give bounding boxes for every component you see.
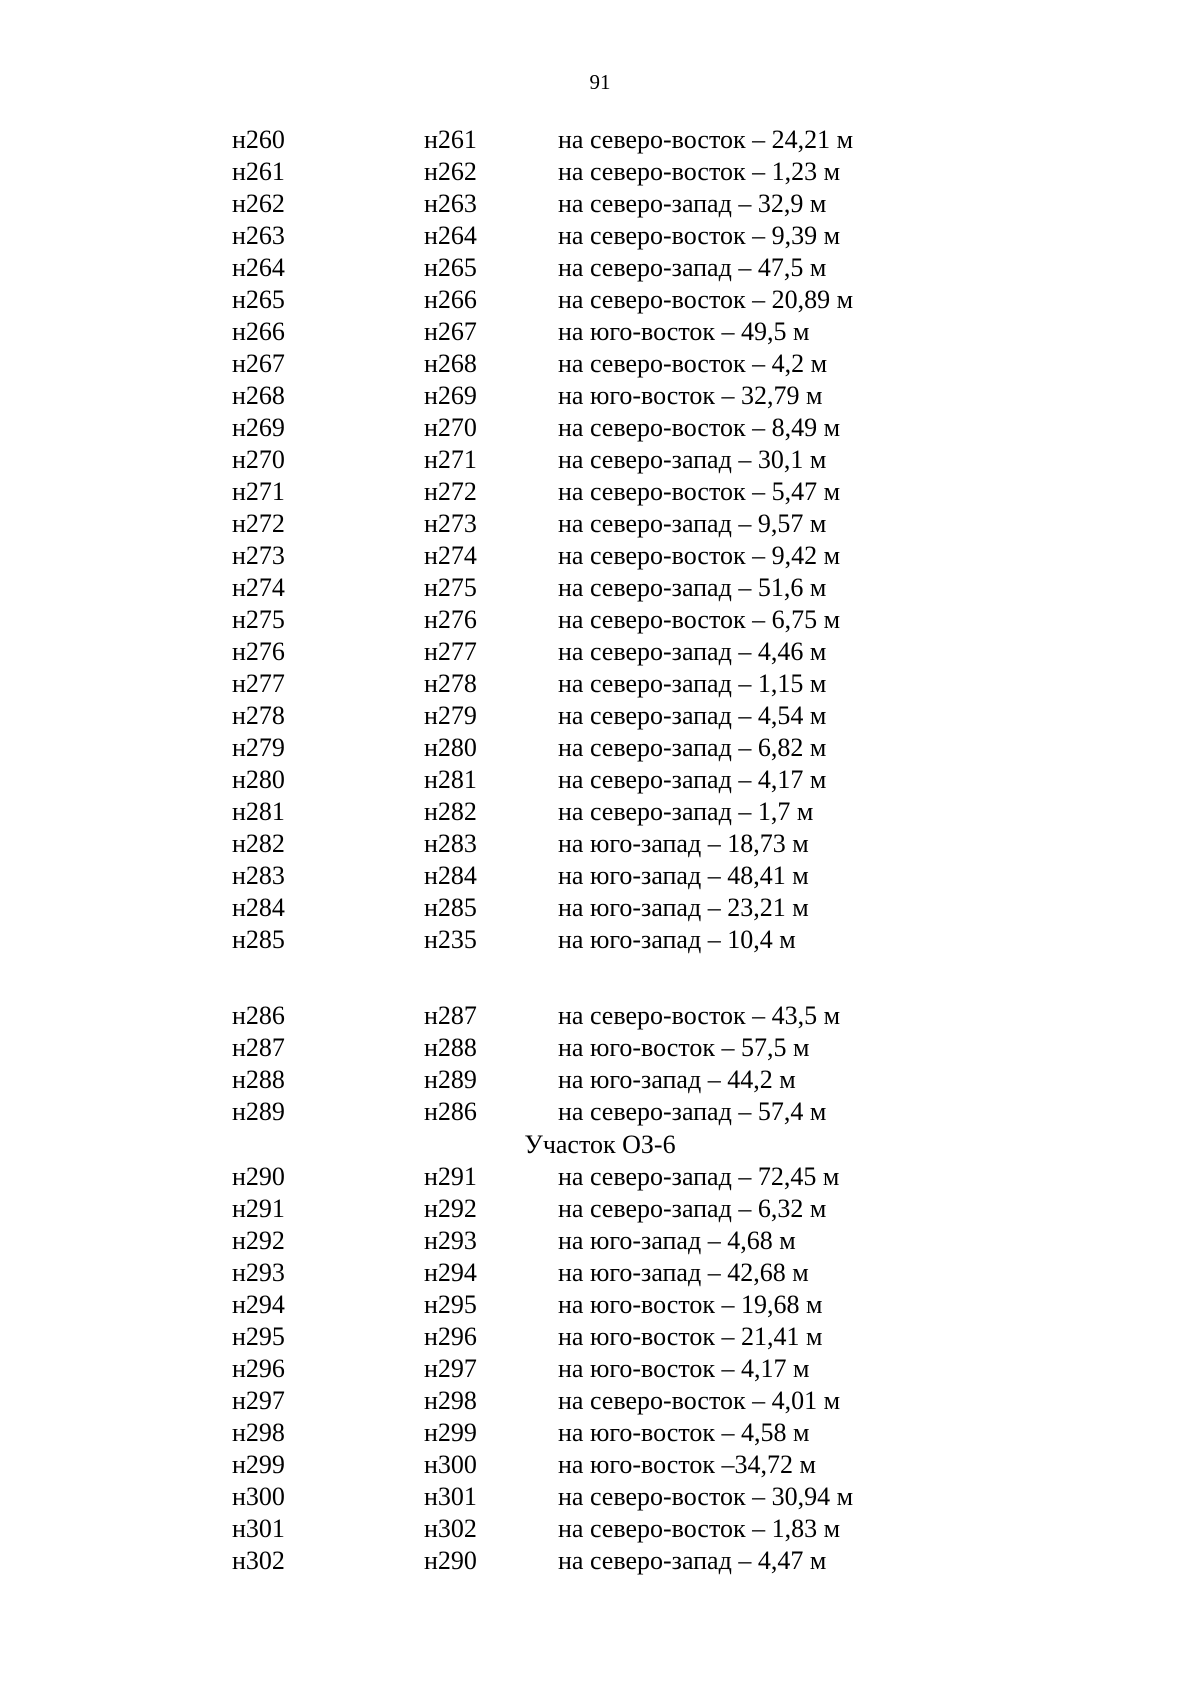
table-row [232,1545,992,1577]
point-to: н288 [424,1033,477,1062]
direction-distance: на северо-запад – 1,15 м [558,669,827,698]
direction-distance: на северо-запад – 57,4 м [558,1097,827,1126]
table-row [232,124,992,156]
table-row [232,1481,992,1513]
point-to: н278 [424,669,477,698]
point-from: н285 [232,925,285,954]
point-to: н295 [424,1290,477,1319]
table-row [232,604,992,636]
point-from: н264 [232,253,285,282]
point-from: н267 [232,349,285,378]
point-to: н267 [424,317,477,346]
point-to: н265 [424,253,477,282]
point-from: н263 [232,221,285,250]
table-row [232,1193,992,1225]
point-to: н235 [424,925,477,954]
direction-distance: на юго-запад – 42,68 м [558,1258,809,1287]
point-from: н290 [232,1162,285,1191]
direction-distance: на северо-восток – 4,2 м [558,349,828,378]
table-row [232,220,992,252]
direction-distance: на юго-восток – 32,79 м [558,381,823,410]
table-row [232,1321,992,1353]
direction-distance: на юго-восток – 4,58 м [558,1418,810,1447]
point-to: н281 [424,765,477,794]
point-from: н268 [232,381,285,410]
point-from: н272 [232,509,285,538]
point-from: н291 [232,1194,285,1223]
table-row [232,540,992,572]
direction-distance: на северо-запад – 4,17 м [558,765,827,794]
point-from: н281 [232,797,285,826]
point-from: н301 [232,1514,285,1543]
table-row [232,188,992,220]
direction-distance: на северо-восток – 30,94 м [558,1482,854,1511]
table-row [232,924,992,956]
point-from: н271 [232,477,285,506]
point-from: н297 [232,1386,285,1415]
point-to: н270 [424,413,477,442]
table-row [232,380,992,412]
table-row [232,284,992,316]
point-from: н294 [232,1290,285,1319]
point-to: н273 [424,509,477,538]
point-from: н299 [232,1450,285,1479]
table-row [232,1225,992,1257]
direction-distance: на юго-восток – 19,68 м [558,1290,823,1319]
direction-distance: на северо-запад – 30,1 м [558,445,827,474]
table-row [232,860,992,892]
point-from: н279 [232,733,285,762]
direction-distance: на юго-запад – 23,21 м [558,893,809,922]
point-from: н289 [232,1097,285,1126]
point-from: н270 [232,445,285,474]
table-row [232,1289,992,1321]
point-to: н289 [424,1065,477,1094]
point-from: н273 [232,541,285,570]
point-to: н293 [424,1226,477,1255]
direction-distance: на юго-восток – 57,5 м [558,1033,810,1062]
table-row [232,444,992,476]
point-to: н290 [424,1546,477,1575]
point-from: н274 [232,573,285,602]
point-from: н260 [232,125,285,154]
table-row [232,476,992,508]
section-title: Участок ОЗ-6 [524,1130,676,1159]
point-to: н277 [424,637,477,666]
point-from: н276 [232,637,285,666]
point-to: н286 [424,1097,477,1126]
point-to: н284 [424,861,477,890]
point-to: н287 [424,1001,477,1030]
point-to: н292 [424,1194,477,1223]
direction-distance: на юго-восток – 4,17 м [558,1354,810,1383]
table-row [232,892,992,924]
direction-distance: на юго-запад – 44,2 м [558,1065,796,1094]
point-to: н261 [424,125,477,154]
point-to: н279 [424,701,477,730]
direction-distance: на северо-запад – 4,47 м [558,1546,827,1575]
point-to: н271 [424,445,477,474]
direction-distance: на северо-восток – 9,39 м [558,221,841,250]
point-to: н262 [424,157,477,186]
point-to: н269 [424,381,477,410]
table-row [232,316,992,348]
direction-distance: на юго-запад – 10,4 м [558,925,796,954]
point-from: н275 [232,605,285,634]
direction-distance: на северо-восток – 4,01 м [558,1386,841,1415]
direction-distance: на юго-восток –34,72 м [558,1450,816,1479]
table-row [232,764,992,796]
direction-distance: на юго-запад – 4,68 м [558,1226,796,1255]
direction-distance: на северо-запад – 4,46 м [558,637,827,666]
point-to: н282 [424,797,477,826]
direction-distance: на северо-запад – 4,54 м [558,701,827,730]
direction-distance: на юго-запад – 48,41 м [558,861,809,890]
point-to: н296 [424,1322,477,1351]
direction-distance: на юго-восток – 21,41 м [558,1322,823,1351]
direction-distance: на юго-восток – 49,5 м [558,317,810,346]
point-from: н298 [232,1418,285,1447]
table-row [232,636,992,668]
table-row [232,1353,992,1385]
point-from: н293 [232,1258,285,1287]
table-row [232,1161,992,1193]
point-from: н265 [232,285,285,314]
point-to: н266 [424,285,477,314]
table-row [232,1064,992,1096]
table-row [232,1449,992,1481]
point-from: н282 [232,829,285,858]
table-row [232,1513,992,1545]
point-to: н283 [424,829,477,858]
point-to: н263 [424,189,477,218]
boundary-table-a [232,124,992,956]
point-from: н296 [232,1354,285,1383]
table-row [232,732,992,764]
point-to: н274 [424,541,477,570]
table-row [232,572,992,604]
point-from: н295 [232,1322,285,1351]
point-from: н280 [232,765,285,794]
table-row [232,828,992,860]
table-row [232,1032,992,1064]
point-to: н298 [424,1386,477,1415]
direction-distance: на северо-восток – 5,47 м [558,477,841,506]
point-to: н299 [424,1418,477,1447]
table-row [232,508,992,540]
point-to: н275 [424,573,477,602]
page-number: 91 [589,70,611,94]
direction-distance: на северо-запад – 47,5 м [558,253,827,282]
point-from: н277 [232,669,285,698]
point-to: н285 [424,893,477,922]
table-row [232,412,992,444]
table-row [232,668,992,700]
direction-distance: на северо-восток – 1,83 м [558,1514,841,1543]
point-to: н302 [424,1514,477,1543]
point-to: н291 [424,1162,477,1191]
point-from: н269 [232,413,285,442]
direction-distance: на северо-запад – 32,9 м [558,189,827,218]
table-row [232,1257,992,1289]
point-from: н300 [232,1482,285,1511]
point-from: н288 [232,1065,285,1094]
direction-distance: на северо-запад – 1,7 м [558,797,814,826]
point-to: н297 [424,1354,477,1383]
point-from: н261 [232,157,285,186]
direction-distance: на юго-запад – 18,73 м [558,829,809,858]
table-row [232,252,992,284]
point-to: н264 [424,221,477,250]
point-to: н276 [424,605,477,634]
point-from: н286 [232,1001,285,1030]
direction-distance: на северо-запад – 72,45 м [558,1162,840,1191]
point-from: н287 [232,1033,285,1062]
point-from: н283 [232,861,285,890]
direction-distance: на северо-запад – 6,32 м [558,1194,827,1223]
point-to: н280 [424,733,477,762]
table-row [232,796,992,828]
point-from: н284 [232,893,285,922]
direction-distance: на северо-восток – 43,5 м [558,1001,841,1030]
point-from: н292 [232,1226,285,1255]
direction-distance: на северо-запад – 9,57 м [558,509,827,538]
direction-distance: на северо-восток – 9,42 м [558,541,841,570]
direction-distance: на северо-запад – 6,82 м [558,733,827,762]
point-to: н301 [424,1482,477,1511]
direction-distance: на северо-восток – 6,75 м [558,605,841,634]
table-row [232,1000,992,1032]
direction-distance: на северо-восток – 1,23 м [558,157,841,186]
table-row [232,1385,992,1417]
point-to: н268 [424,349,477,378]
direction-distance: на северо-восток – 24,21 м [558,125,854,154]
boundary-table-c [232,1161,992,1577]
point-to: н294 [424,1258,477,1287]
boundary-table-b [232,1000,992,1128]
table-row [232,700,992,732]
direction-distance: на северо-восток – 8,49 м [558,413,841,442]
direction-distance: на северо-запад – 51,6 м [558,573,827,602]
direction-distance: на северо-восток – 20,89 м [558,285,854,314]
table-row [232,156,992,188]
point-to: н272 [424,477,477,506]
point-from: н278 [232,701,285,730]
point-from: н262 [232,189,285,218]
point-from: н266 [232,317,285,346]
table-row [232,348,992,380]
table-row [232,1096,992,1128]
point-to: н300 [424,1450,477,1479]
table-row [232,1417,992,1449]
point-from: н302 [232,1546,285,1575]
